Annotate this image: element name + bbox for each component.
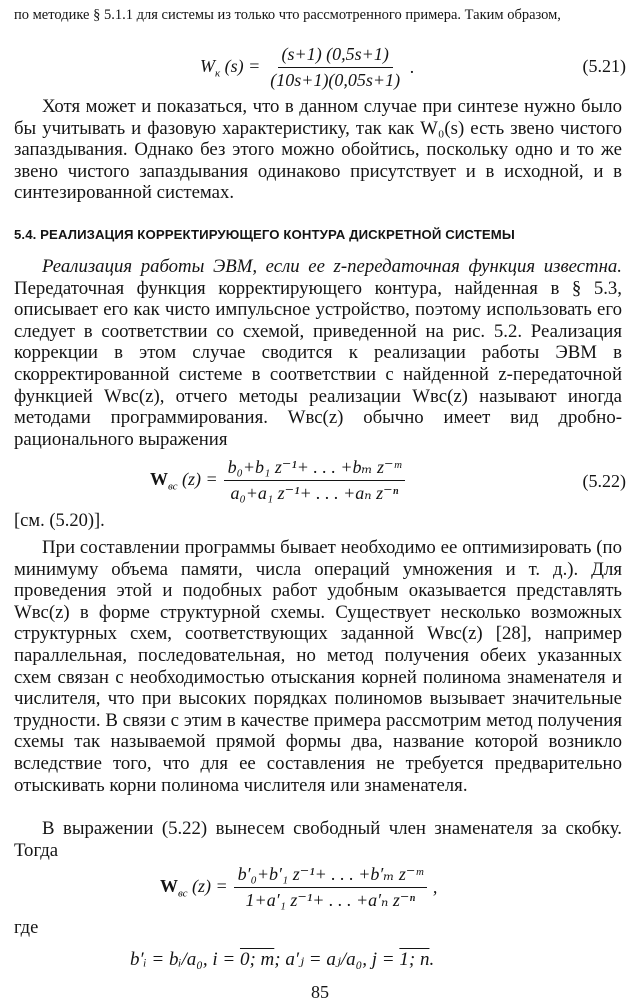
formula-5-22-numerator: b₀+b₁ z⁻¹+ . . . +bₘ z⁻ᵐ bbox=[224, 457, 405, 481]
formula-normalized-tail: , bbox=[432, 877, 438, 897]
formula-5-22-lhs: $W_{вс}$ (z) = bbox=[150, 468, 218, 493]
page-number: 85 bbox=[311, 982, 329, 1002]
coefficient-definitions: b′ᵢ = bᵢ/a₀, i = 0; m; a′ⱼ = aⱼ/a₀, j = 1; n. bbox=[130, 949, 435, 970]
reference-line: [см. (5.20)]. bbox=[14, 511, 105, 531]
where-label: где bbox=[14, 918, 39, 938]
paragraph-1: Хотя может и показаться, что в данном случае при синтезе нужно было бы учитывать и фазовую характеристику, так как W₀(s) есть звено чистого запаздывания. Однако без этого можно обойтись, поскольку одно и то же звено чистого запаздывания одинаково присутствует и в исходной, и в синтезированной системах. bbox=[14, 96, 622, 204]
formula-normalized-lhs: $W_{вс}$ (z) = bbox=[160, 875, 228, 900]
formula-5-21-denominator: (10s+1)(0,05s+1) bbox=[270, 70, 401, 90]
equation-number-5-21: (5.21) bbox=[582, 56, 626, 76]
formula-5-21-numerator: (s+1) (0,5s+1) bbox=[278, 44, 393, 68]
paragraph-2-body: Передаточная функция корректирующего контура, найденная в § 5.3, описывает его как чисто импульсное устройство, поэтому использовать его следует в соответствии со схемой, приведенной на рис. 5.2. Реализация коррекции в этом случае сводится к реализации работы ЭВМ в скорректированной системе в соответствии с найденной z-передаточной функцией Wвс(z), отчего методы реализации Wвс(z) называют иногда методами программирования. Wвс(z) обычно имеет вид дробно-рационального выражения bbox=[14, 277, 622, 450]
formula-5-21-lhs: $W_к$ (s) = bbox=[200, 55, 261, 80]
formula-5-22-denominator: a₀+a₁ z⁻¹+ . . . +aₙ z⁻ⁿ bbox=[230, 483, 399, 503]
paragraph-3: При составлении программы бывает необходимо ее оптимизировать (по минимуму объема памяти, числа операций умножения и т. д.). Для проведения этой и подобных работ удобным оказывается представлять Wвс(z) в форме структурной схемы. Существует несколько возможных структурных схем, соответствующих заданной Wвс(z) [28], например параллельная, последовательная, но метод получения обеих указанных схем связан с необходимостью отыскания корней полинома знаменателя и числителя, что при высоких порядках полиномов вызывает значительные трудности. В связи с этим в качестве примера рассмотрим метод получения схемы так называемой прямой формы два, название которой возникло вследствие того, что для ее составления не требуется предварительно отыскивать корни полинома числителя или знаменателя. bbox=[14, 537, 622, 796]
formula-normalized-numerator: b′₀+b′₁ z⁻¹+ . . . +b′ₘ z⁻ᵐ bbox=[234, 864, 427, 888]
top-paragraph: по методике § 5.1.1 для системы из только что рассмотренного примера. Таким образом, bbox=[14, 7, 561, 23]
formula-normalized-fraction bbox=[234, 864, 427, 911]
formula-5-21-tail: . bbox=[410, 57, 415, 77]
formula-5-22 bbox=[0, 455, 640, 507]
equation-number-5-22: (5.22) bbox=[582, 471, 626, 491]
formula-normalized-denominator: 1+a′₁ z⁻¹+ . . . +a′ₙ z⁻ⁿ bbox=[245, 890, 415, 910]
section-heading: 5.4. РЕАЛИЗАЦИЯ КОРРЕКТИРУЮЩЕГО КОНТУРА ДИСКРЕТНОЙ СИСТЕМЫ bbox=[14, 227, 515, 242]
formula-5-21-fraction bbox=[266, 44, 404, 91]
paragraph-4: В выражении (5.22) вынесем свободный член знаменателя за скобку. Тогда bbox=[14, 818, 622, 861]
formula-normalized bbox=[0, 862, 640, 914]
formula-5-21 bbox=[0, 40, 640, 92]
paragraph-2-italic-lead: Реализация работы ЭВМ, если ее z-передаточная функция известна. bbox=[42, 256, 622, 277]
formula-5-22-fraction bbox=[224, 457, 405, 504]
paragraph-2 bbox=[14, 256, 622, 450]
